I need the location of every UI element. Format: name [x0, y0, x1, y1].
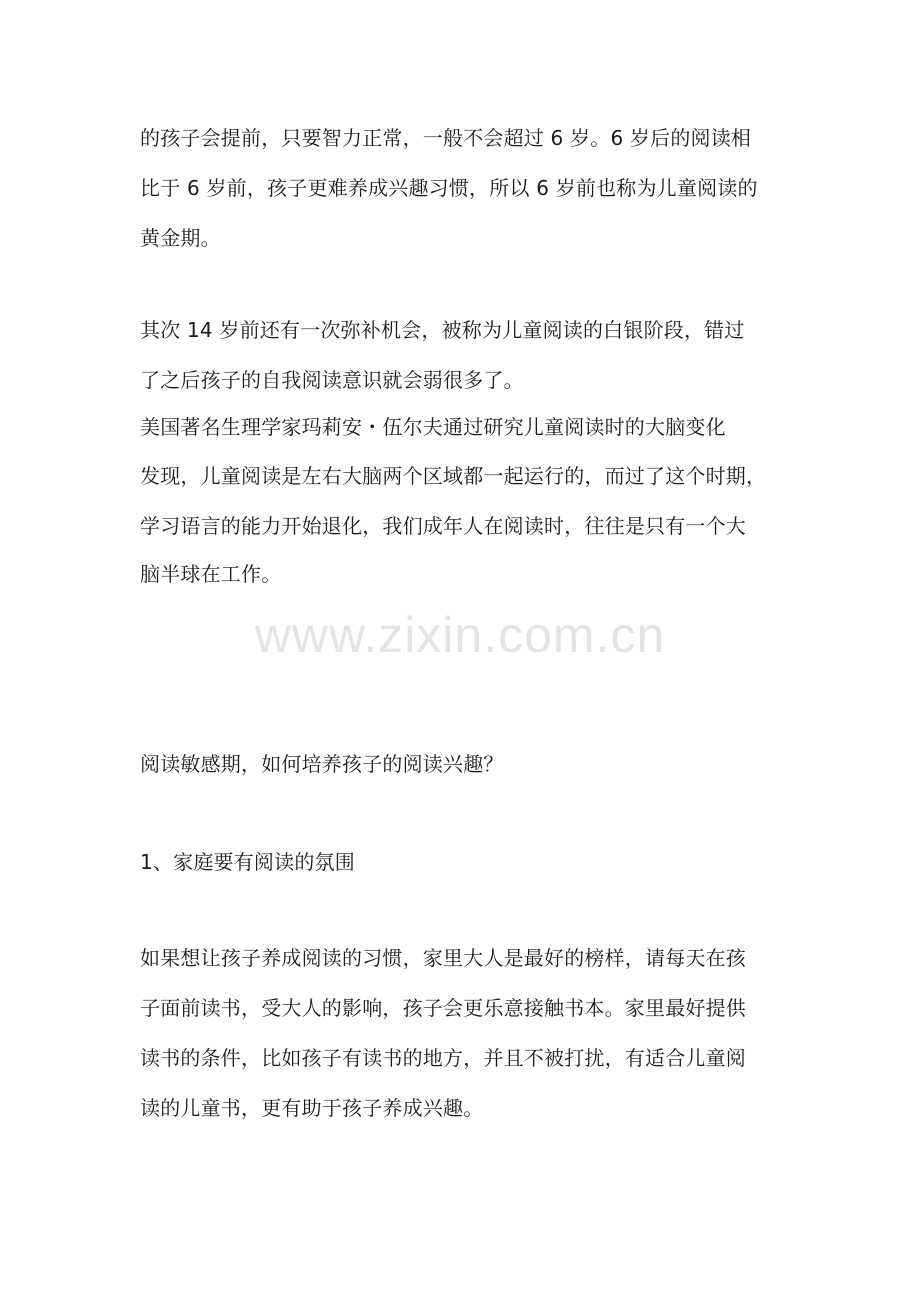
paragraph-line: 黄金期。 [140, 226, 221, 250]
watermark: www.zixin.com.cn [254, 607, 666, 663]
paragraph-line: 读书的条件，比如孩子有读书的地方，并且不被打扰，有适合儿童阅 [140, 1046, 746, 1070]
paragraph-line: 其次 14 岁前还有一次弥补机会，被称为儿童阅读的白银阶段，错过 [140, 318, 745, 342]
section-heading: 阅读敏感期，如何培养孩子的阅读兴趣？ [140, 752, 504, 776]
paragraph-line: 美国著名生理学家玛莉安・伍尔夫通过研究儿童阅读时的大脑变化 [140, 415, 726, 439]
paragraph-line: 了之后孩子的自我阅读意识就会弱很多了。 [140, 368, 524, 392]
paragraph-line: 如果想让孩子养成阅读的习惯，家里大人是最好的榜样，请每天在孩 [140, 946, 746, 970]
paragraph-line: 读的儿童书，更有助于孩子养成兴趣。 [140, 1096, 484, 1120]
paragraph-line: 的孩子会提前，只要智力正常，一般不会超过 6 岁。6 岁后的阅读相 [140, 126, 752, 150]
section-subheading: 1、家庭要有阅读的氛围 [140, 850, 355, 874]
paragraph-line: 脑半球在工作。 [140, 562, 282, 586]
paragraph-line: 子面前读书，受大人的影响，孩子会更乐意接触书本。家里最好提供 [140, 996, 746, 1020]
paragraph-line: 发现，儿童阅读是左右大脑两个区域都一起运行的，而过了这个时期， [140, 464, 767, 488]
paragraph-line: 学习语言的能力开始退化，我们成年人在阅读时，往往是只有一个大 [140, 514, 746, 538]
paragraph-line: 比于 6 岁前，孩子更难养成兴趣习惯，所以 6 岁前也称为儿童阅读的 [140, 176, 758, 200]
